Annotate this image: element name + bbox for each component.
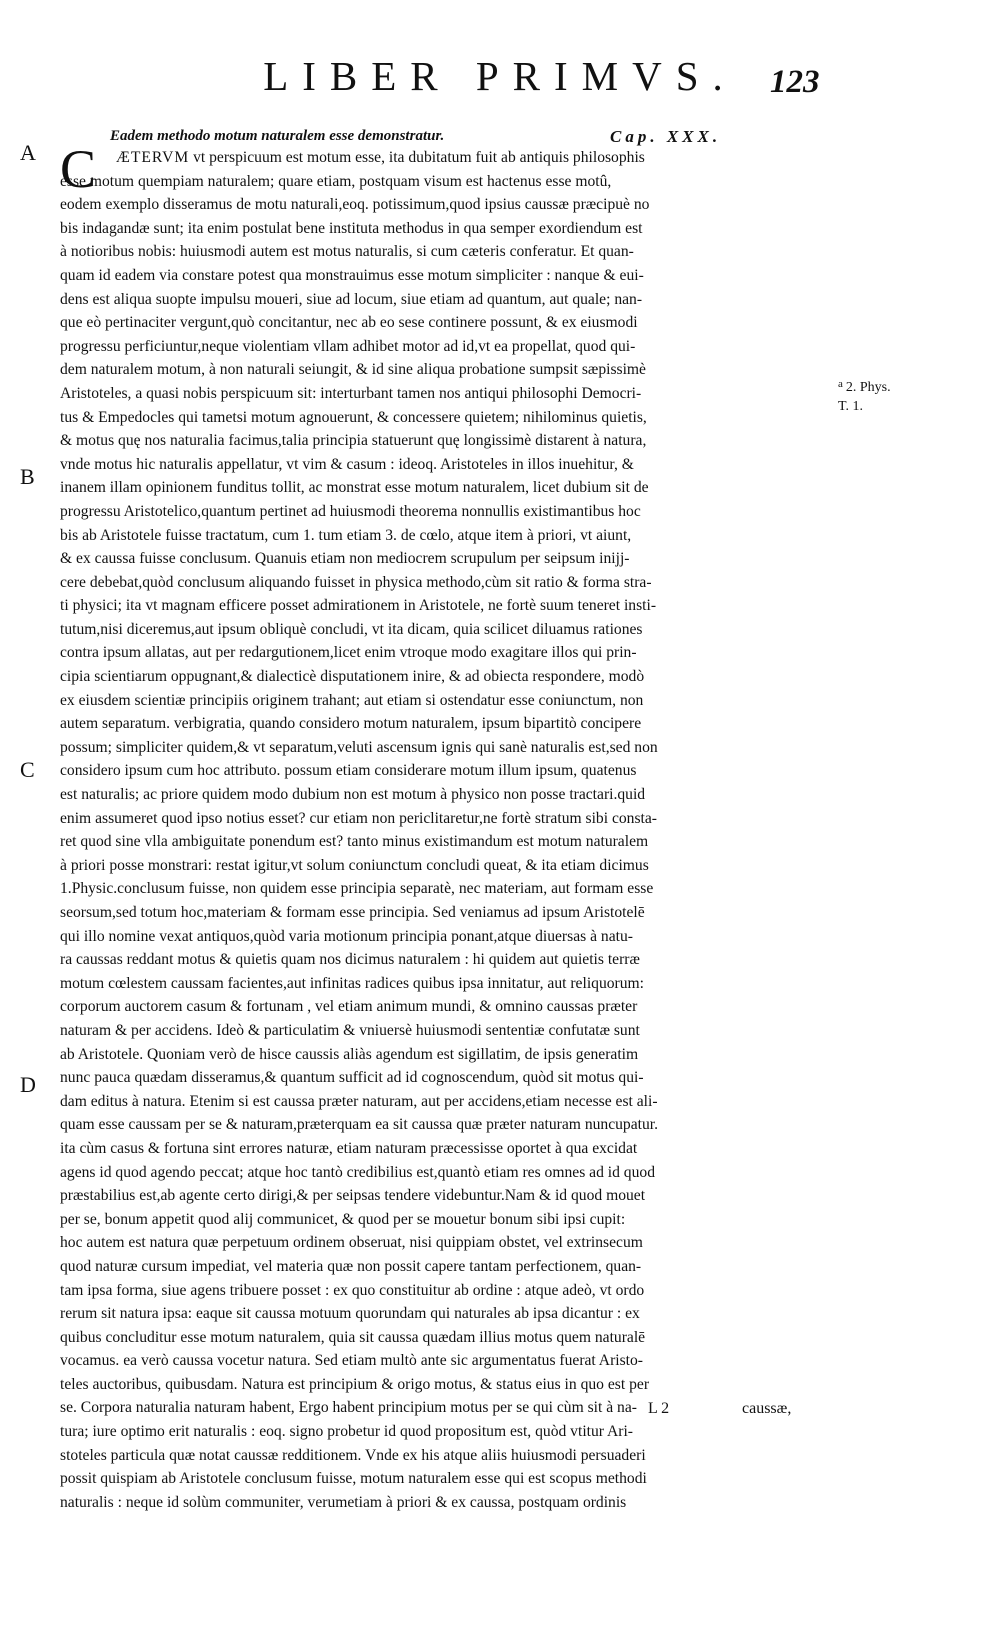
body-line: stoteles particula quæ notat caussæ redditionem. Vnde ex his atque aliis huiusmodi persuaderi xyxy=(60,1446,646,1464)
body-line: ita cùm casus & fortuna sint errores naturæ, etiam naturam præcessisse oportet à qua excidat xyxy=(60,1139,638,1157)
signature-mark: L 2 xyxy=(648,1400,670,1417)
body-line: cere debebat,quòd conclusum aliquando fuisset in physica methodo,cùm sit ratio & forma stra- xyxy=(60,573,652,591)
chapter-heading: Eadem methodo motum naturalem esse demonstratur. xyxy=(110,128,445,144)
section-marker-a: A xyxy=(20,140,36,165)
body-line: teles auctoribus, quibusdam. Natura est principium & origo motus, & status eius in quo est per xyxy=(60,1375,650,1393)
running-head: LIBER PRIMVS. xyxy=(263,53,737,99)
margin-note-line2: T. 1. xyxy=(838,399,864,414)
body-line: que eò pertinaciter vergunt,quò concitantur, nec ab eo sese continere possunt, & ex eiusmodi xyxy=(60,314,638,332)
body-line: eodem exemplo disseramus de motu naturali,eoq. potissimum,quod ipsius caussæ præcipuè no xyxy=(60,196,650,214)
body-line: est naturalis; ac priore quidem modo dubium non est motum à physico non posse tractari.quid xyxy=(60,786,646,804)
body-line: corporum auctorem casum & fortunam , vel etiam animum mundi, & omnino caussas præter xyxy=(60,998,638,1016)
body-line: nunc pauca quædam disseramus,& quantum sufficit ad id cognoscendum, quòd sit motus qui- xyxy=(60,1069,644,1087)
body-line: quibus concluditur esse motum naturalem, quia sit caussa quædam illius motus quem naturalē xyxy=(60,1328,646,1346)
lead-word: ÆTERVM xyxy=(116,149,190,166)
body-line-text: vt perspicuum est motum esse, ita dubitatum fuit ab antiquis philosophis xyxy=(193,149,645,166)
body-line: à priori posse monstrari: restat igitur,vt solum coniunctum concludi queat, & ita etiam dicimus xyxy=(60,856,649,874)
body-line: quod naturæ cursum impediat, vel materia quæ non possit capere tantam perfectionem, quan- xyxy=(60,1257,642,1275)
body-line: per se, bonum appetit quod alij communicet, & quod per se mouetur bonum sibi ipsi cupit: xyxy=(60,1210,626,1228)
body-line: possit quispiam ab Aristotele conclusum fuisse, motum naturalem esse qui est scopus methodi xyxy=(60,1470,647,1488)
page-number: 123 xyxy=(770,64,820,100)
body-line: cipia scientiarum oppugnant,& dialecticè disputationem inire, & ad obiecta respondere, modò xyxy=(60,668,645,686)
body-line: ti physici; ita vt magnam efficere posset admirationem in Aristotele, ne fortè suum teneret insti- xyxy=(60,597,657,615)
margin-note xyxy=(838,375,891,416)
body-line: enim assumeret quod ipso notius esset? cur etiam non periclitaretur,ne fortè stratum sibi consta- xyxy=(60,809,657,827)
body-line: quam id eadem via constare potest qua monstrauimus esse motum simpliciter : nanque & eui- xyxy=(60,266,644,284)
body-line: inanem illam opinionem funditus tollit, ac monstrat esse motum naturalem, licet dubium sit de xyxy=(60,479,649,497)
body-line: rerum sit natura ipsa: eaque sit caussa motuum quorundam qui naturales ab ipsa dicantur : ex xyxy=(60,1305,640,1323)
catchword: caussæ, xyxy=(742,1400,792,1417)
body-line: à notioribus nobis: huiusmodi autem est motus naturalis, si cum cæteris conferatur. Et quan- xyxy=(60,243,634,261)
body-line: dam editus à natura. Etenim si est caussa præter naturam, aut per accidens,etiam necesse est ali- xyxy=(60,1092,658,1110)
body-line: præstabilius est,ab agente certo dirigi,& per seipsas tendere videbuntur.Nam & id quod mouet xyxy=(60,1187,646,1205)
body-line: dem naturalem motum, à non naturali seiungit, & id sine aliqua probatione sumpsit sæpissimè xyxy=(60,361,646,379)
body-line: Aristoteles, a quasi nobis perspicuum sit: interturbant tamen nos antiqui philosophi Democri- xyxy=(60,384,642,402)
body-line: vnde motus hic naturalis appellatur, vt vim & casum : ideoq. Aristoteles in illos inuehitur, & xyxy=(60,455,634,473)
body-line: tus & Empedocles qui tametsi motum agnouerunt, & concessere quietem; nihilominus quietis, xyxy=(60,408,647,426)
body-text xyxy=(60,139,822,1514)
body-line: bis ab Aristotele fuisse tractatum, cum 1. tum etiam 3. de cœlo, atque item à priori, vt aiunt, xyxy=(60,526,632,544)
body-line: bis indagandæ sunt; ita enim postulat bene instituta methodus in qua semper exordiendum est xyxy=(60,219,643,237)
margin-note-line1: 2. Phys. xyxy=(845,380,891,395)
body-line: tutum,nisi diceremus,aut ipsum obliquè concludi, vt ita dicam, quia scilicet diluamus rationes xyxy=(60,620,643,638)
body-line: & motus quę nos naturalia facimus,talia principia statuerunt quę longissimè distarent à natura, xyxy=(60,432,647,450)
body-line: ret quod sine vlla ambiguitate ponendum est? tanto minus existimandum est motum naturalem xyxy=(60,833,649,851)
body-line: hoc autem est natura quæ perpetuum ordinem obseruat, nisi quippiam obstet, vel extrinsecum xyxy=(60,1234,643,1252)
body-line: quam esse caussam per se & naturam,præterquam ea sit caussa quæ præter naturam nuncupatur. xyxy=(60,1116,659,1134)
body-line: possum; simpliciter quidem,& vt separatum,veluti ascensum ignis qui sanè naturalis est,sed non xyxy=(60,738,658,756)
body-line: tam ipsa forma, siue agens tribuere posset : ex quo constituitur ab ordine : atque adeò, vt ordo xyxy=(60,1281,645,1299)
body-line: seorsum,sed totum hoc,materiam & formam esse principia. Sed veniamus ad ipsum Aristotelē xyxy=(60,904,645,921)
body-line: esse motum quempiam naturalem; quare etiam, postquam visum est hactenus esse motû, xyxy=(60,172,612,190)
body-line: & ex caussa fuisse conclusum. Quanuis etiam non mediocrem scrupulum per seipsum inijj- xyxy=(60,550,630,568)
section-marker-d: D xyxy=(20,1072,36,1097)
body-line: 1.Physic.conclusum fuisse, non quidem esse principia separatè, nec materiam, aut formam esse xyxy=(60,880,654,898)
body-line: naturam & per accidens. Ideò & particulatim & vniuersè huiusmodi sententiæ confutatæ sunt xyxy=(60,1021,640,1039)
body-line: autem separatum. verbigratia, quando considero motum naturalem, ipsum bipartitò concipere xyxy=(60,715,642,733)
body-line: agens id quod agendo peccat; atque hoc tantò credibilius est,quantò etiam res omnes ad id quod xyxy=(60,1163,655,1181)
body-line: progressu Aristotelico,quantum pertinet ad huiusmodi theorema nonnullis existimantibus hoc xyxy=(60,502,641,520)
body-line: dens est aliqua suopte impulsu moueri, siue ad locum, siue etiam ad quantum, aut quale; nan- xyxy=(60,290,643,308)
drop-initial: C xyxy=(60,139,97,199)
body-line: naturalis : neque id solùm communiter, verumetiam à priori & ex caussa, postquam ordinis xyxy=(60,1493,627,1511)
body-line: ab Aristotele. Quoniam verò de hisce caussis aliàs agendum est sigillatim, de ipsis generatim xyxy=(60,1045,639,1063)
body-line: considero ipsum cum hoc attributo. possum etiam considerare motum illum ipsum, quatenus xyxy=(60,762,637,780)
body-line: progressu perficiuntur,neque violentiam vllam adhibet motor ad id,vt ea propellat, quod qui- xyxy=(60,337,636,355)
margin-note-ref: a xyxy=(838,378,843,390)
body-line: contra ipsum allatas, aut per redargutionem,licet enim vtroque modo exagitare illos qui prin- xyxy=(60,644,637,662)
chapter-label: Cap. XXX. xyxy=(610,127,722,146)
section-marker-b: B xyxy=(20,464,35,489)
body-line: motum cœlestem caussam facientes,aut infinitas radices quibus ipsa innitatur, aut reliquorum: xyxy=(60,974,644,992)
body-line: vocamus. ea verò caussa vocetur natura. Sed etiam multò ante sic argumentatus fuerat Aristo- xyxy=(60,1352,643,1370)
body-line: qui illo nomine vexat antiquos,quòd varia motionum principia ponant,atque diuersas à natu- xyxy=(60,927,633,945)
body-line: ra caussas reddant motus & quietis quam nos dicimus naturalem : hi quidem aut quietis terræ xyxy=(60,951,640,969)
body-line: ex eiusdem scientiæ principiis originem trahant; aut etiam si ostendatur esse coniunctum, non xyxy=(60,691,644,709)
body-line: se. Corpora naturalia naturam habent, Ergo habent principium motus per se qui cùm sit à na- xyxy=(60,1399,637,1417)
body-line: tura; iure optimo erit naturalis : eoq. signo probetur id quod propositum est, quòd vtitur Ari- xyxy=(60,1423,633,1441)
section-marker-c: C xyxy=(20,757,35,782)
